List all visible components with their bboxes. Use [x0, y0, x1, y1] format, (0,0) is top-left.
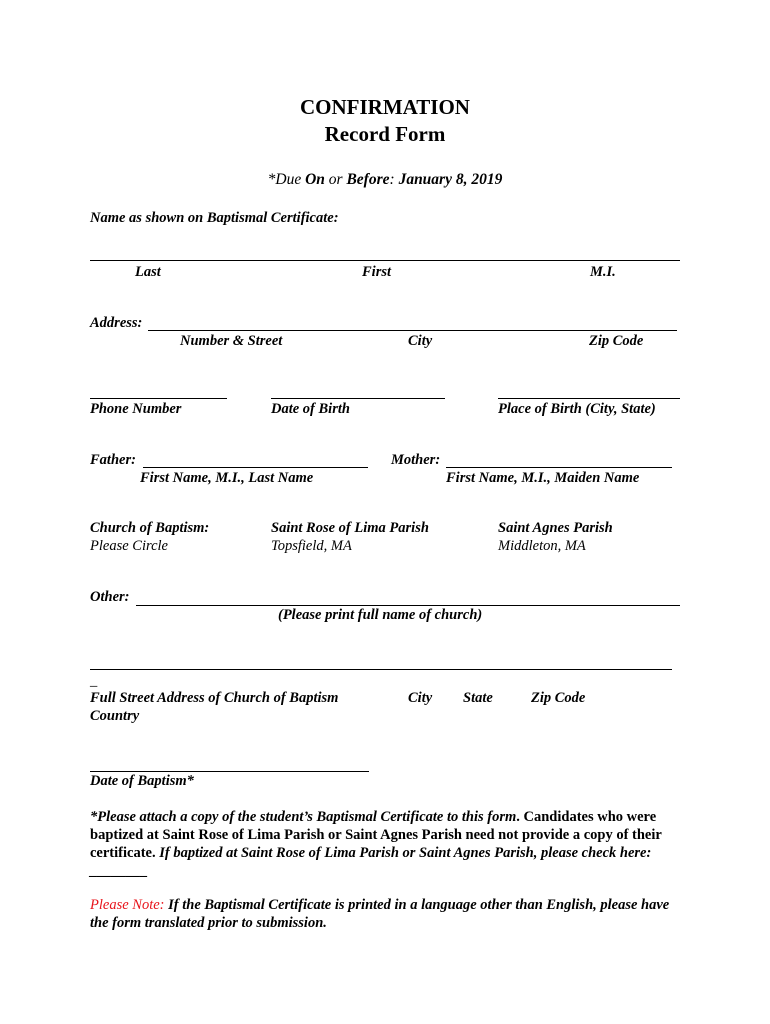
form-title: CONFIRMATION	[300, 95, 470, 119]
last-name-label: Last	[135, 264, 161, 280]
address-label: Address:	[90, 315, 143, 331]
phone-line[interactable]	[90, 398, 227, 399]
baptism-date-label: Date of Baptism*	[90, 773, 194, 789]
church-country-label: Country	[90, 708, 140, 724]
church-zip-label: Zip Code	[531, 690, 586, 706]
street-label: Number & Street	[180, 333, 283, 349]
attach-note-italic: *Please attach a copy of the student’s Baptismal Certificate to this form	[90, 809, 517, 825]
attach-note-bold: . Candidates who were baptized at Saint Rose of Lima Parish or Saint Agnes Parish need not provide a copy of their certificate.	[90, 809, 662, 861]
other-line[interactable]	[136, 605, 680, 606]
church-city-label: City	[408, 690, 433, 706]
attach-note	[90, 808, 690, 880]
first-name-label: First	[362, 264, 392, 280]
check-blank[interactable]: ________	[90, 863, 148, 879]
underscore-mark: _	[90, 673, 98, 689]
other-label: Other:	[90, 589, 130, 605]
due-before: Before	[346, 171, 390, 188]
due-prefix: *Due	[267, 171, 306, 188]
church-address-line[interactable]	[90, 669, 672, 670]
pob-line[interactable]	[498, 398, 680, 399]
other-sub-label: (Please print full name of church)	[278, 607, 483, 623]
dob-line[interactable]	[271, 398, 445, 399]
church-option-saint-rose-place: Topsfield, MA	[271, 538, 352, 554]
church-option-saint-rose[interactable]: Saint Rose of Lima Parish	[271, 520, 429, 536]
attach-note-italic2: If baptized at Saint Rose of Lima Parish or Saint Agnes Parish, please check here:	[159, 845, 652, 861]
church-option-saint-agnes[interactable]: Saint Agnes Parish	[498, 520, 613, 536]
city-label: City	[408, 333, 433, 349]
dob-label: Date of Birth	[271, 401, 350, 417]
due-date: January 8, 2019	[398, 171, 503, 188]
mother-label: Mother:	[391, 452, 441, 468]
church-street-label: Full Street Address of Church of Baptism	[90, 690, 339, 706]
phone-label: Phone Number	[90, 401, 182, 417]
translation-note-text: If the Baptismal Certificate is printed in a language other than English, please have the form translated prior to submission.	[90, 897, 670, 931]
name-heading: Name as shown on Baptismal Certificate:	[90, 210, 339, 226]
father-sub-label: First Name, M.I., Last Name	[140, 470, 314, 486]
church-option-saint-agnes-place: Middleton, MA	[498, 538, 586, 554]
address-line[interactable]	[148, 330, 677, 331]
please-note-label: Please Note:	[90, 897, 165, 913]
father-label: Father:	[90, 452, 136, 468]
due-date-line	[0, 171, 770, 189]
translation-note	[90, 896, 690, 932]
mother-line[interactable]	[446, 467, 672, 468]
church-state-label: State	[463, 690, 493, 706]
mi-label: M.I.	[590, 264, 616, 280]
due-on: On	[305, 171, 325, 188]
father-line[interactable]	[143, 467, 368, 468]
due-or: or	[324, 171, 347, 188]
church-label: Church of Baptism:	[90, 520, 210, 536]
pob-label: Place of Birth (City, State)	[498, 401, 656, 417]
zip-label: Zip Code	[589, 333, 644, 349]
mother-sub-label: First Name, M.I., Maiden Name	[446, 470, 640, 486]
form-subtitle: Record Form	[324, 122, 446, 146]
church-sub-label: Please Circle	[90, 538, 168, 554]
baptism-date-line[interactable]	[90, 771, 369, 772]
name-line[interactable]	[90, 260, 680, 261]
due-colon: :	[389, 171, 399, 188]
